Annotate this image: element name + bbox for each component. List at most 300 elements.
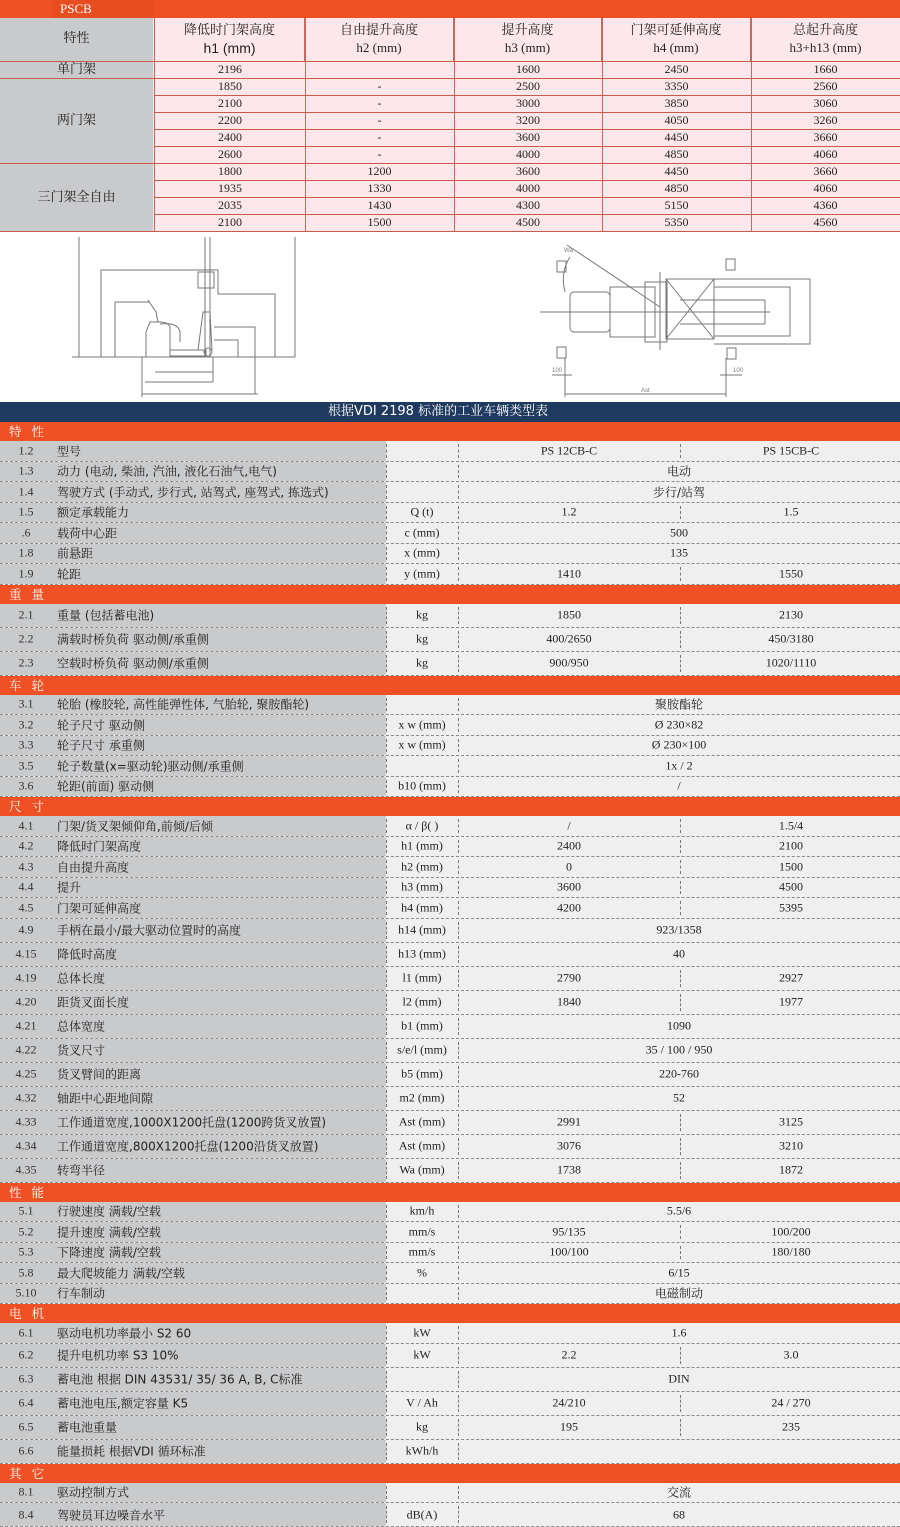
spec-value-model-1: 2.2 — [561, 1347, 577, 1362]
spec-row — [0, 878, 900, 899]
spec-label: 自由提升高度 — [57, 860, 130, 875]
spec-value-combined: / — [677, 778, 681, 793]
spec-label: 驾驶员耳边噪音水平 — [57, 1508, 166, 1522]
spec-label: 降低时高度 — [57, 947, 118, 962]
spec-value-model-2: 1500 — [779, 859, 803, 874]
spec-unit: % — [417, 1265, 427, 1280]
mast-cell: 3000 — [516, 96, 540, 110]
spec-value-combined: 923/1358 — [656, 922, 702, 937]
spec-row — [0, 837, 900, 858]
header-h3: 提升高度 h3 (mm) — [454, 18, 602, 61]
svg-text:100: 100 — [733, 368, 744, 374]
mast-cell: 4050 — [664, 113, 689, 127]
mast-cell: 2200 — [218, 113, 242, 127]
mast-cell: 3850 — [664, 96, 689, 110]
mast-cell: 4000 — [516, 147, 540, 161]
spec-number: 4.2 — [18, 838, 34, 853]
spec-number: 4.9 — [18, 922, 34, 937]
divider — [386, 485, 387, 499]
mast-cell: 2450 — [664, 62, 689, 76]
spec-number: 6.4 — [18, 1395, 34, 1410]
spec-value-model-1: 1738 — [557, 1162, 581, 1177]
section-header: 特 性 — [0, 422, 900, 441]
spec-label: 总体宽度 — [57, 1019, 106, 1034]
spec-value-model-1: 100/100 — [549, 1244, 589, 1259]
mast-cell: 2196 — [218, 62, 242, 76]
mast-cell: 5350 — [664, 215, 689, 229]
mast-cell: 4450 — [664, 130, 689, 144]
spec-value-combined: 步行/站驾 — [652, 485, 706, 500]
spec-unit: h13 (mm) — [398, 946, 446, 961]
spec-unit: Ast (mm) — [398, 1138, 446, 1153]
spec-number: 3.3 — [18, 737, 34, 752]
spec-row — [0, 967, 900, 991]
spec-number: 2.1 — [18, 607, 34, 622]
mast-cell: 1660 — [813, 62, 838, 76]
spec-value-combined: 500 — [670, 525, 688, 540]
header-total-lift: 总起升高度 h3+h13 (mm) — [789, 23, 862, 55]
svg-text:Wa: Wa — [564, 248, 573, 254]
spec-label: 提升 — [57, 880, 82, 895]
spec-label: 前悬距 — [57, 546, 94, 561]
group-single-mast: 单门架 — [56, 62, 96, 77]
mast-cell: 2500 — [516, 79, 540, 93]
spec-label: 距货叉面长度 — [57, 995, 130, 1010]
mast-cell — [305, 61, 454, 78]
mast-cell: 2100 — [218, 215, 242, 229]
spec-value-model-1: 4200 — [557, 900, 581, 915]
spec-value-model-1: 1410 — [557, 566, 581, 581]
spec-unit: x w (mm) — [398, 737, 446, 752]
spec-number: 2.2 — [18, 631, 34, 646]
spec-value-model-2: 235 — [782, 1419, 800, 1434]
spec-label: 轴距中心距地间隙 — [57, 1091, 154, 1106]
spec-number: 1.8 — [18, 545, 34, 560]
spec-value-model-1: 95/135 — [552, 1224, 586, 1239]
spec-row — [0, 695, 900, 716]
spec-label: 额定承载能力 — [57, 505, 130, 520]
spec-value-model-2: 2100 — [779, 838, 803, 853]
mast-cell: 1935 — [218, 181, 242, 195]
side-view-drawing-icon — [0, 232, 900, 402]
spec-row — [0, 715, 900, 736]
mast-cell: 1330 — [367, 181, 392, 195]
spec-number: 4.3 — [18, 859, 34, 874]
dimension-drawings — [0, 232, 900, 402]
spec-number: 3.1 — [18, 696, 34, 711]
vdi-title-text: 根据VDI 2198 标准的工业车辆类型表 — [328, 404, 549, 419]
spec-row — [0, 441, 900, 462]
spec-number: 1.4 — [18, 484, 34, 499]
spec-label: 驾驶方式 (手动式, 步行式, 站驾式, 座驾式, 拣选式) — [57, 485, 329, 500]
spec-value-model-1: 24/210 — [552, 1395, 586, 1410]
spec-row — [0, 482, 900, 503]
spec-number: 5.10 — [15, 1285, 37, 1300]
spec-number: 3.6 — [18, 778, 34, 793]
spec-row — [0, 1087, 900, 1111]
section-header: 车 轮 — [0, 676, 900, 695]
spec-unit: mm/s — [408, 1244, 436, 1259]
spec-value-model-1: 1850 — [557, 607, 581, 622]
spec-number: 5.8 — [18, 1265, 34, 1280]
spec-row — [0, 943, 900, 967]
spec-unit: Q (t) — [410, 504, 434, 519]
spec-number: 2.3 — [18, 655, 34, 670]
mast-cell: 1500 — [367, 215, 392, 229]
spec-row — [0, 1368, 900, 1392]
spec-unit: b10 (mm) — [398, 778, 446, 793]
spec-label: 轮子尺寸 驱动侧 — [57, 718, 145, 733]
spec-label: 最大爬坡能力 满载/空载 — [57, 1266, 185, 1281]
spec-row — [0, 564, 900, 585]
spec-label: 动力 (电动, 柴油, 汽油, 液化石油气,电气) — [57, 464, 277, 479]
spec-value-model-1: 0 — [566, 859, 572, 874]
spec-value-model-1: 3600 — [557, 879, 581, 894]
spec-unit: kW — [413, 1325, 431, 1340]
spec-value-combined: Ø 230×82 — [654, 717, 704, 732]
mast-cell: - — [377, 113, 382, 127]
section-header: 性 能 — [0, 1183, 900, 1202]
spec-row — [0, 1111, 900, 1135]
spec-row — [0, 1063, 900, 1087]
spec-value-model-1: 1.2 — [561, 504, 577, 519]
header-h4: 门架可延伸高度 h4 (mm) — [602, 18, 751, 61]
spec-number: 4.32 — [15, 1090, 37, 1105]
spec-label: 能量损耗 根据VDI 循环标准 — [57, 1444, 206, 1459]
spec-label: 货叉臂间的距离 — [57, 1067, 142, 1082]
spec-row — [0, 756, 900, 777]
spec-row — [0, 898, 900, 919]
spec-label: 轮距 — [57, 567, 82, 582]
spec-unit: V / Ah — [406, 1395, 438, 1410]
spec-row — [0, 1284, 900, 1305]
spec-number: 5.1 — [18, 1203, 34, 1218]
spec-label: 轮子数量(x=驱动轮)驱动侧/承重侧 — [57, 759, 244, 774]
spec-value-combined: 1090 — [667, 1018, 691, 1033]
mast-cell: 4500 — [516, 215, 540, 229]
spec-value-model-2: 1977 — [779, 994, 803, 1009]
divider — [386, 759, 387, 773]
mast-cell: - — [377, 147, 382, 161]
spec-number: 4.5 — [18, 900, 34, 915]
mast-cell: 3060 — [813, 96, 838, 110]
mast-cell: - — [377, 130, 382, 144]
spec-row — [0, 462, 900, 483]
spec-value-model-2: 3.0 — [783, 1347, 799, 1362]
spec-unit: b1 (mm) — [401, 1018, 443, 1033]
spec-number: 4.21 — [15, 1018, 37, 1033]
section-header: 电 机 — [0, 1304, 900, 1323]
spec-row — [0, 1483, 900, 1504]
spec-number: 4.35 — [15, 1162, 37, 1177]
mast-cell: 1200 — [367, 164, 392, 178]
vdi-title-bar — [0, 402, 900, 422]
mast-cell: 2100 — [218, 96, 242, 110]
spec-value-model-1: 900/950 — [549, 655, 589, 670]
spec-value-model-2: 2927 — [779, 970, 803, 985]
spec-number: 6.6 — [18, 1443, 34, 1458]
spec-unit: s/e/l (mm) — [397, 1042, 447, 1057]
spec-value-model-1: PS 12CB-C — [540, 443, 598, 458]
spec-unit: x (mm) — [404, 545, 440, 560]
spec-number: 6.5 — [18, 1419, 34, 1434]
spec-number: 4.34 — [15, 1138, 37, 1153]
mast-cell: 2035 — [218, 198, 242, 212]
mast-cell: - — [377, 79, 382, 93]
spec-label: 蓄电池重量 — [57, 1420, 118, 1435]
spec-label: 下降速度 满载/空载 — [57, 1245, 161, 1260]
spec-unit: α / β( ) — [405, 818, 439, 833]
spec-label: 驱动控制方式 — [57, 1485, 130, 1500]
spec-unit: Ast (mm) — [398, 1114, 446, 1129]
spec-row — [0, 1440, 900, 1464]
mast-height-table — [0, 0, 900, 232]
spec-unit: dB(A) — [406, 1507, 438, 1521]
spec-label: 行车制动 — [57, 1286, 106, 1301]
spec-number: 4.22 — [15, 1042, 37, 1057]
spec-value-model-2: 1.5/4 — [778, 818, 804, 833]
spec-row — [0, 777, 900, 798]
spec-row — [0, 1416, 900, 1440]
spec-unit: kg — [416, 1419, 428, 1434]
mast-cell: 3350 — [664, 79, 689, 93]
spec-row — [0, 503, 900, 524]
spec-unit: kg — [416, 607, 428, 622]
divider — [386, 1486, 387, 1500]
spec-number: 3.5 — [18, 758, 34, 773]
mast-cell: 4850 — [664, 181, 689, 195]
spec-number: 1.5 — [18, 504, 34, 519]
divider — [386, 698, 387, 712]
spec-row — [0, 857, 900, 878]
spec-number: 1.2 — [18, 443, 34, 458]
spec-value-model-1: / — [567, 818, 571, 833]
mast-cell: 3600 — [516, 130, 540, 144]
spec-number: .6 — [21, 525, 31, 540]
spec-number: 6.3 — [18, 1371, 34, 1386]
spec-number: 4.19 — [15, 970, 37, 985]
spec-unit: l2 (mm) — [402, 994, 442, 1009]
mast-cell: 4060 — [813, 181, 838, 195]
mast-cell: 1600 — [516, 62, 540, 76]
mast-cell: 1430 — [367, 198, 392, 212]
mast-cell: 1800 — [218, 164, 242, 178]
spec-label: 转弯半径 — [57, 1163, 106, 1178]
spec-label: 空载时桥负荷 驱动侧/承重侧 — [57, 656, 209, 671]
mast-cell: 3600 — [516, 164, 540, 178]
spec-unit: m2 (mm) — [399, 1090, 445, 1105]
spec-unit: x w (mm) — [398, 717, 446, 732]
svg-text:100: 100 — [552, 368, 563, 374]
spec-value-combined: 电磁制动 — [654, 1286, 703, 1301]
spec-unit: Wa (mm) — [399, 1162, 445, 1177]
spec-value-model-2: 3210 — [779, 1138, 803, 1153]
spec-value-model-1: 1840 — [557, 994, 581, 1009]
mast-cell: 4300 — [516, 198, 540, 212]
spec-value-model-1: 2991 — [557, 1114, 581, 1129]
spec-value-combined: 220-760 — [659, 1066, 699, 1081]
spec-row — [0, 523, 900, 544]
group-duplex-mast: 两门架 — [56, 113, 96, 128]
spec-value-model-2: 1.5 — [783, 504, 799, 519]
spec-unit: c (mm) — [404, 525, 440, 540]
spec-value-model-2: 4500 — [779, 879, 803, 894]
spec-value-model-2: 100/200 — [771, 1224, 811, 1239]
spec-label: 轮距(前面) 驱动侧 — [57, 779, 155, 794]
spec-number: 6.2 — [18, 1347, 34, 1362]
mast-cell: 4850 — [664, 147, 689, 161]
spec-unit: h4 (mm) — [401, 900, 443, 915]
spec-value-model-2: 24 / 270 — [771, 1395, 811, 1410]
spec-row — [0, 1222, 900, 1243]
divider — [386, 1287, 387, 1301]
spec-label: 载荷中心距 — [57, 526, 118, 541]
spec-value-combined: 1x / 2 — [665, 758, 693, 773]
section-header: 尺 寸 — [0, 797, 900, 816]
mast-cell: 5150 — [664, 198, 689, 212]
spec-number: 8.1 — [18, 1484, 34, 1499]
spec-value-model-2: 1020/1110 — [765, 655, 817, 670]
spec-label: 降低时门架高度 — [57, 839, 142, 854]
model-series-tag: PSCB — [52, 0, 154, 18]
spec-value-combined: 35 / 100 / 950 — [645, 1042, 713, 1057]
spec-value-model-1: 195 — [560, 1419, 578, 1434]
mast-cell: - — [377, 96, 382, 110]
spec-value-model-2: 2130 — [779, 607, 803, 622]
spec-number: 4.20 — [15, 994, 37, 1009]
spec-row — [0, 1202, 900, 1223]
spec-label: 总体长度 — [57, 971, 106, 986]
spec-unit: kg — [416, 631, 428, 646]
spec-row — [0, 628, 900, 652]
mast-cell: 3660 — [813, 130, 838, 144]
header-h2: 自由提升高度 h2 (mm) — [305, 18, 454, 61]
svg-text:Ast: Ast — [641, 388, 650, 394]
spec-row — [0, 1323, 900, 1344]
mast-cell: 3260 — [813, 113, 838, 127]
mast-cell: 2400 — [218, 130, 242, 144]
spec-unit: l1 (mm) — [402, 970, 442, 985]
spec-value-model-2: 180/180 — [771, 1244, 811, 1259]
spec-label: 蓄电池 根据 DIN 43531/ 35/ 36 A, B, C标准 — [57, 1372, 303, 1387]
spec-value-combined: 电动 — [666, 464, 691, 479]
spec-row — [0, 1243, 900, 1264]
spec-row — [0, 1159, 900, 1183]
spec-value-combined: DIN — [668, 1371, 690, 1386]
spec-value-combined: Ø 230×100 — [651, 737, 707, 752]
spec-unit: kWh/h — [405, 1443, 439, 1458]
spec-value-combined: 52 — [673, 1090, 685, 1105]
spec-value-model-2: 450/3180 — [768, 631, 814, 646]
spec-value-model-2: 1872 — [779, 1162, 803, 1177]
spec-row — [0, 736, 900, 757]
spec-value-combined: 1.6 — [671, 1325, 687, 1340]
spec-unit: y (mm) — [404, 566, 440, 581]
spec-value-combined: 40 — [673, 946, 685, 961]
spec-label: 驱动电机功率最小 S2 60 — [57, 1326, 192, 1341]
spec-unit: mm/s — [408, 1224, 436, 1239]
spec-value-combined: 68 — [673, 1507, 685, 1521]
spec-value-model-1: 2400 — [557, 838, 581, 853]
spec-value-model-1: 3076 — [557, 1138, 581, 1153]
mast-cell: 1850 — [218, 79, 242, 93]
header-feature: 特性 — [63, 31, 90, 46]
mast-cell: 2600 — [218, 147, 242, 161]
spec-value-model-2: 1550 — [779, 566, 803, 581]
spec-number: 1.3 — [18, 463, 34, 478]
spec-row — [0, 919, 900, 943]
divider — [386, 465, 387, 479]
spec-value-combined: 5.5/6 — [666, 1203, 692, 1218]
spec-label: 满载时桥负荷 驱动侧/承重侧 — [57, 632, 209, 647]
spec-row — [0, 1263, 900, 1284]
spec-value-model-2: 3125 — [779, 1114, 803, 1129]
spec-row — [0, 991, 900, 1015]
spec-row — [0, 1135, 900, 1159]
spec-number: 4.33 — [15, 1114, 37, 1129]
spec-row — [0, 1503, 900, 1527]
header-h1: 降低时门架高度 h1 (mm) — [155, 18, 305, 61]
spec-label: 工作通道宽度,1000X1200托盘(1200跨货叉放置) — [57, 1115, 327, 1130]
spec-number: 4.1 — [18, 818, 34, 833]
spec-unit: kg — [416, 655, 428, 670]
spec-row — [0, 652, 900, 676]
spec-label: 货叉尺寸 — [57, 1043, 106, 1058]
spec-row — [0, 604, 900, 628]
spec-value-combined: 6/15 — [668, 1265, 690, 1280]
spec-row — [0, 1015, 900, 1039]
spec-unit: h14 (mm) — [398, 922, 446, 937]
mast-cell: 4360 — [813, 198, 838, 212]
section-header: 其 它 — [0, 1464, 900, 1483]
spec-label: 手柄在最小/最大驱动位置时的高度 — [57, 923, 242, 938]
mast-cell: 4060 — [813, 147, 838, 161]
mast-cell: 4450 — [664, 164, 689, 178]
divider — [458, 1443, 459, 1460]
spec-row — [0, 1392, 900, 1416]
mast-cell: 4560 — [813, 215, 838, 229]
spec-label: 型号 — [57, 444, 82, 459]
spec-number: 8.4 — [18, 1507, 34, 1521]
spec-row — [0, 544, 900, 565]
divider — [386, 1371, 387, 1388]
spec-number: 4.15 — [15, 946, 37, 961]
divider — [386, 444, 387, 458]
spec-number: 1.9 — [18, 566, 34, 581]
spec-row — [0, 1344, 900, 1368]
spec-number: 5.2 — [18, 1224, 34, 1239]
spec-number: 4.25 — [15, 1066, 37, 1081]
mast-cell: 3660 — [813, 164, 838, 178]
mast-cell: 3200 — [516, 113, 540, 127]
spec-unit: h1 (mm) — [401, 838, 443, 853]
spec-label: 门架可延伸高度 — [57, 901, 142, 916]
spec-unit: h3 (mm) — [401, 879, 443, 894]
spec-unit: km/h — [409, 1203, 435, 1218]
spec-number: 5.3 — [18, 1244, 34, 1259]
spec-value-combined: 135 — [670, 545, 688, 560]
section-header: 重 量 — [0, 585, 900, 604]
spec-row — [0, 816, 900, 837]
spec-unit: h2 (mm) — [401, 859, 443, 874]
spec-value-combined: 聚胺酯轮 — [654, 697, 703, 712]
spec-label: 提升速度 满载/空载 — [57, 1225, 161, 1240]
spec-table — [0, 422, 900, 1527]
spec-label: 轮子尺寸 承重侧 — [57, 738, 145, 753]
spec-value-combined: 交流 — [666, 1485, 691, 1500]
spec-unit: kW — [413, 1347, 431, 1362]
spec-label: 工作通道宽度,800X1200托盘(1200沿货叉放置) — [57, 1139, 319, 1154]
